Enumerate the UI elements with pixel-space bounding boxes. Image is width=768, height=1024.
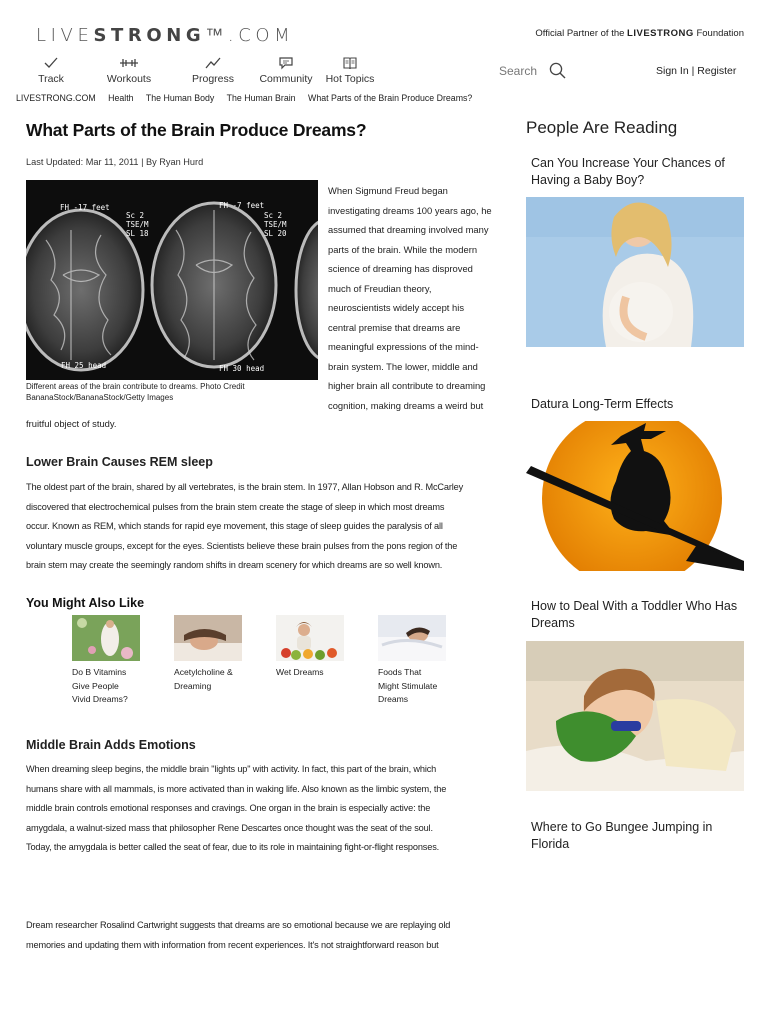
related-thumbnail[interactable] <box>174 615 242 661</box>
nav-track[interactable] <box>22 56 80 85</box>
breadcrumb-item[interactable]: LIVESTRONG.COM <box>16 93 96 103</box>
text-line: discovered that electrochemical pulses from the brain stem create the stage of sleep in which most dreams <box>26 501 445 512</box>
text-line: brain system. The lower, middle and <box>328 360 478 372</box>
related-label-line: Foods That <box>378 667 422 677</box>
brain-mri-image <box>26 180 318 380</box>
text-line: investigating dreams 100 years ago, he <box>328 204 492 216</box>
article <box>26 120 498 950</box>
breadcrumb-current: What Parts of the Brain Produce Dreams? <box>308 93 473 103</box>
text-line: occur. Known as REM, which stands for rapid eye movement, this stage of sleep guides the paralysis of all <box>26 521 443 531</box>
auth-links <box>656 65 736 77</box>
you-might-also-like-list <box>72 615 480 707</box>
text-line: cognition, making dreams a weird but <box>328 399 484 411</box>
related-item[interactable] <box>378 615 480 707</box>
text-line: When Sigmund Freud began <box>328 185 448 196</box>
nav-workouts[interactable] <box>96 56 162 85</box>
related-label-line: Give People <box>72 680 119 691</box>
mri-label: Sc 2 TSE/M SL 20 <box>264 211 287 238</box>
related-label <box>72 666 146 707</box>
text-line: much of Freudian theory, <box>328 282 432 294</box>
search-box[interactable] <box>499 62 566 79</box>
sidebar-link[interactable]: Can You Increase Your Chances of Having a Baby Boy? <box>531 156 725 187</box>
section-heading: Lower Brain Causes REM sleep <box>26 455 213 469</box>
related-label-line: Acetylcholine & <box>174 667 233 677</box>
mri-label: FH 30 head <box>219 364 265 373</box>
related-item[interactable] <box>174 615 276 707</box>
partner-note: Official Partner of the LIVESTRONG Foundation <box>535 28 744 39</box>
related-label <box>378 666 452 707</box>
nav-label: Workouts <box>106 73 152 85</box>
people-are-reading-sidebar <box>526 118 744 851</box>
main-nav <box>22 56 394 85</box>
text-line: amygdala, a walnut-sized mass that philosopher Rene Descartes once thought was the seat of the soul. <box>26 822 433 833</box>
related-label-line: Dreams <box>378 694 409 704</box>
trend-icon <box>205 56 221 70</box>
related-thumbnail[interactable] <box>276 615 344 661</box>
image-caption: Different areas of the brain contribute to dreams. Photo Credit BananaStock/BananaStock/Getty Images <box>26 382 245 402</box>
nav-community[interactable] <box>254 56 318 85</box>
related-thumbnail[interactable] <box>378 615 446 661</box>
section-paragraph <box>26 916 498 955</box>
search-label: Search <box>499 63 538 78</box>
book-icon <box>342 56 358 70</box>
site-logo[interactable]: LIVESTRONG™.COM <box>36 25 295 46</box>
search-icon[interactable] <box>549 62 566 79</box>
nav-label: Hot Topics <box>325 73 375 85</box>
related-item[interactable] <box>72 615 174 707</box>
sidebar-image-witch-silhouette[interactable] <box>526 421 744 571</box>
nav-label: Community <box>259 73 313 85</box>
related-label-line: Vivid Dreams? <box>72 694 128 704</box>
text-line: memories and updating them with information from recent experiences. It's not straightforward reason but <box>26 939 439 950</box>
text-line: meaningful expressions of the mind- <box>328 341 479 352</box>
site-header <box>0 0 768 110</box>
related-label <box>276 666 350 680</box>
section-paragraph <box>26 478 498 576</box>
you-might-also-like-heading: You Might Also Like <box>26 596 145 610</box>
related-label-line: Dreaming <box>174 680 212 691</box>
related-label-line: Wet Dreams <box>276 667 324 677</box>
text-line: Today, the amygdala is better called the seat of fear, due to its role in maintaining fight-or-flight responses. <box>26 842 440 852</box>
text-line: When dreaming sleep begins, the middle brain "lights up" with activity. In fact, this part of the brain, which <box>26 764 437 774</box>
text-line: central premise that dreams are <box>328 321 461 333</box>
text-line: middle brain controls emotional responses and cravings. One organ in the brain is especially active: the <box>26 803 431 813</box>
text-line: science of dreaming has disproved <box>328 263 473 274</box>
sidebar-image-sleeping-toddler[interactable] <box>526 641 744 791</box>
breadcrumb-item[interactable]: The Human Brain <box>226 93 296 103</box>
mri-label: FH -7 feet <box>219 201 265 210</box>
nav-label: Progress <box>191 73 234 85</box>
text-line: The oldest part of the brain, shared by all vertebrates, is the brain stem. In 1977, Allan Hobson and R. McCarley <box>26 482 464 492</box>
breadcrumb-item[interactable]: Health <box>108 93 134 103</box>
related-item[interactable] <box>276 615 378 707</box>
article-byline: Last Updated: Mar 11, 2011 | By Ryan Hurd <box>26 157 204 167</box>
intro-paragraph <box>328 181 500 415</box>
section-heading: Middle Brain Adds Emotions <box>26 738 196 752</box>
related-thumbnail[interactable] <box>72 615 140 661</box>
dumbbell-icon <box>119 56 139 70</box>
page-title: What Parts of the Brain Produce Dreams? <box>26 120 367 140</box>
sidebar-image-pregnant-woman[interactable] <box>526 197 744 347</box>
nav-label: Track <box>38 73 64 85</box>
check-icon <box>43 56 59 70</box>
breadcrumb-item[interactable]: The Human Body <box>145 93 215 103</box>
sign-in-link[interactable]: Sign In <box>656 65 689 77</box>
nav-hot-topics[interactable] <box>322 56 378 85</box>
chat-icon <box>278 56 294 70</box>
text-line: brain stem may create the seemingly random shifts in dream scenery for which dreams are so well known. <box>26 560 443 570</box>
sidebar-link[interactable]: Where to Go Bungee Jumping in Florida <box>531 820 713 851</box>
mri-label: FH 25 head <box>61 361 107 370</box>
text-line: humans share with all mammals, is more activated than in waking life. Also known as the limbic system, the <box>26 783 447 794</box>
sidebar-link[interactable]: How to Deal With a Toddler Who Has Dreams <box>531 599 738 630</box>
register-link[interactable]: Register <box>697 65 737 77</box>
text-line: higher brain all contribute to dreaming <box>328 380 486 391</box>
related-label-line: Might Stimulate <box>378 680 438 691</box>
mri-label: FH -17 feet <box>60 203 110 212</box>
text-line: neuroscientists widely accept his <box>328 302 465 313</box>
mri-label: Sc 2 TSE/M SL 18 <box>126 211 149 238</box>
nav-progress[interactable] <box>178 56 248 85</box>
sidebar-link[interactable]: Datura Long-Term Effects <box>531 397 674 411</box>
auth-separator: | <box>688 65 698 77</box>
section-paragraph <box>26 760 498 858</box>
breadcrumb <box>16 93 482 103</box>
text-line: assumed that dreaming involved many <box>328 224 489 235</box>
text-line: Dream researcher Rosalind Cartwright suggests that dreams are so emotional because we are replaying old <box>26 920 451 930</box>
related-label-line: Do B Vitamins <box>72 667 127 677</box>
intro-continuation: fruitful object of study. <box>26 418 117 429</box>
related-label <box>174 666 248 693</box>
sidebar-heading: People Are Reading <box>526 118 678 137</box>
text-line: parts of the brain. While the modern <box>328 243 478 255</box>
text-line: voluntary muscle groups, except for the eyes. Scientists believe these brain pulses from the pons region of the <box>26 540 458 551</box>
